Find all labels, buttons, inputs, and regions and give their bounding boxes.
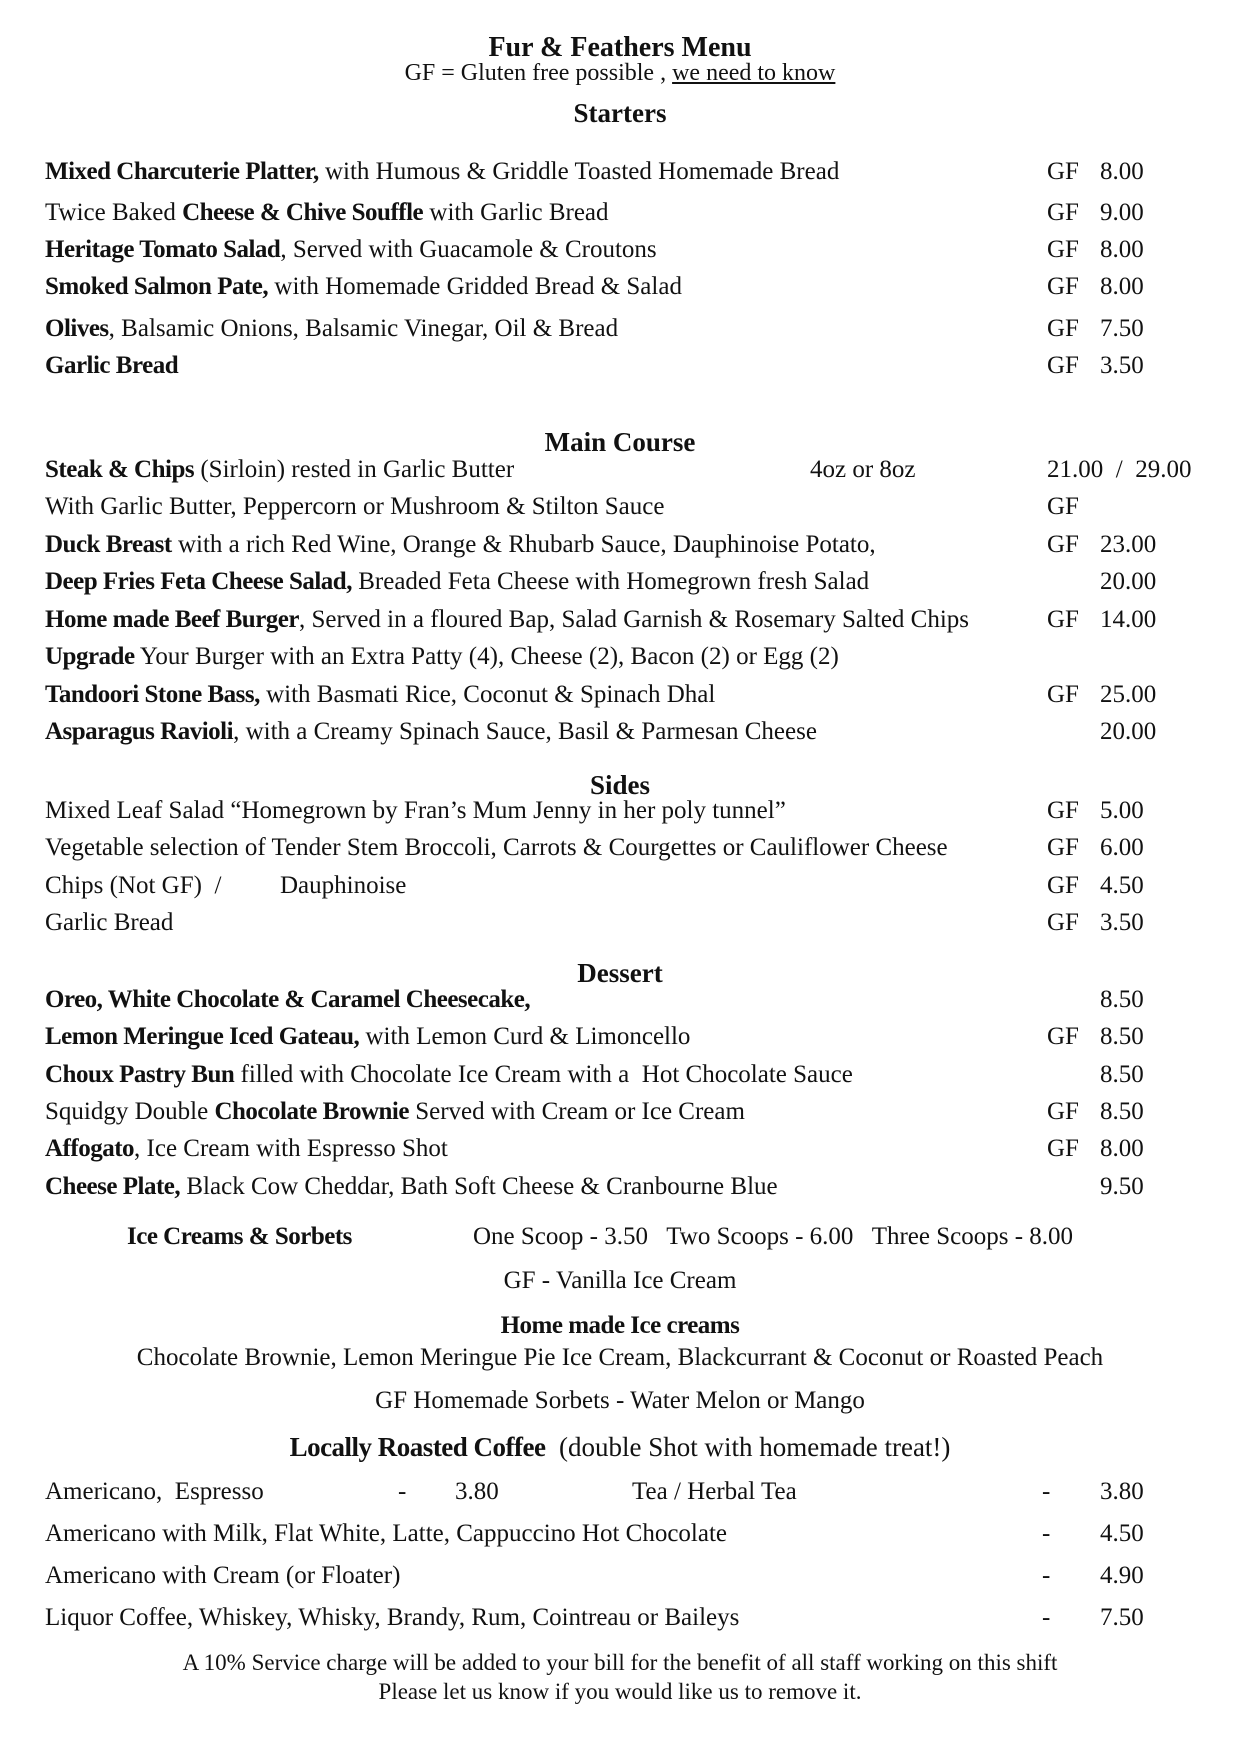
- menu-item: Duck Breast with a rich Red Wine, Orange & Rhubarb Sauce, Dauphinoise Potato,: [45, 531, 876, 558]
- price: 8.50: [1100, 986, 1144, 1013]
- menu-item: Steak & Chips (Sirloin) rested in Garlic Butter: [45, 456, 515, 483]
- price: 25.00: [1100, 681, 1157, 708]
- price: 8.00: [1100, 273, 1144, 300]
- menu-title: Fur & Feathers Menu: [488, 32, 752, 63]
- homemade-ice-creams-heading: Home made Ice creams: [500, 1312, 740, 1339]
- gf-marker: GF: [1047, 909, 1079, 936]
- coffee-dash: -: [1042, 1478, 1051, 1505]
- gf-marker: GF: [1047, 834, 1079, 861]
- side-item: Garlic Bread: [45, 909, 174, 936]
- price: 8.00: [1100, 236, 1144, 263]
- price: 14.00: [1100, 606, 1157, 633]
- price: 9.50: [1100, 1173, 1144, 1200]
- dessert-item: Lemon Meringue Iced Gateau, with Lemon Curd & Limoncello: [45, 1023, 691, 1050]
- homemade-ice-creams-list: Chocolate Brownie, Lemon Meringue Pie Ice Cream, Blackcurrant & Coconut or Roasted Peach: [136, 1344, 1104, 1371]
- price: 8.50: [1100, 1023, 1144, 1050]
- price: 8.00: [1100, 1135, 1144, 1162]
- dessert-item: Choux Pastry Bun filled with Chocolate Ice Cream with a Hot Chocolate Sauce: [45, 1061, 853, 1088]
- side-item: Chips (Not GF) /: [45, 872, 222, 899]
- menu-item: Tandoori Stone Bass, with Basmati Rice, Coconut & Spinach Dhal: [45, 681, 716, 708]
- menu-item: Home made Beef Burger, Served in a floured Bap, Salad Garnish & Rosemary Salted Chips: [45, 606, 970, 633]
- dessert-item: Cheese Plate, Black Cow Cheddar, Bath Soft Cheese & Cranbourne Blue: [45, 1173, 778, 1200]
- price: 3.80: [455, 1478, 499, 1505]
- starters-heading: Starters: [573, 98, 667, 128]
- price: 4.90: [1100, 1562, 1144, 1589]
- ice-cream-prices: One Scoop - 3.50 Two Scoops - 6.00 Three Scoops - 8.00: [473, 1223, 1074, 1250]
- side-item: Mixed Leaf Salad “Homegrown by Fran’s Mum Jenny in her poly tunnel”: [45, 797, 786, 824]
- gf-marker: GF: [1047, 1023, 1079, 1050]
- menu-item: Olives, Balsamic Onions, Balsamic Vinegar, Oil & Bread: [45, 315, 619, 342]
- coffee-item: Americano with Cream (or Floater): [45, 1562, 401, 1589]
- gf-marker: GF: [1047, 681, 1079, 708]
- gf-marker: GF: [1047, 199, 1079, 226]
- price: 8.50: [1100, 1098, 1144, 1125]
- gf-note-text: GF = Gluten free possible ,: [404, 60, 667, 86]
- menu-item: Asparagus Ravioli, with a Creamy Spinach Sauce, Basil & Parmesan Cheese: [45, 718, 817, 745]
- gf-marker: GF: [1047, 493, 1079, 520]
- side-item-dauphinoise: Dauphinoise: [280, 872, 407, 899]
- side-item: Vegetable selection of Tender Stem Broccoli, Carrots & Courgettes or Cauliflower Cheese: [45, 834, 948, 861]
- gf-marker: GF: [1047, 1098, 1079, 1125]
- coffee-item: Liquor Coffee, Whiskey, Whisky, Brandy, Rum, Cointreau or Baileys: [45, 1604, 740, 1631]
- gf-marker: GF: [1047, 1135, 1079, 1162]
- coffee-heading: Locally Roasted Coffee (double Shot with homemade treat!): [289, 1432, 951, 1462]
- price: 3.50: [1100, 352, 1144, 379]
- price: 8.00: [1100, 158, 1144, 185]
- price: 8.50: [1100, 1061, 1144, 1088]
- gf-marker: GF: [1047, 531, 1079, 558]
- menu-item: Heritage Tomato Salad, Served with Guacamole & Croutons: [45, 236, 657, 263]
- gf-marker: GF: [1047, 273, 1079, 300]
- menu-item: Upgrade Your Burger with an Extra Patty (4), Cheese (2), Bacon (2) or Egg (2): [45, 643, 839, 670]
- coffee-item: Tea / Herbal Tea: [632, 1478, 797, 1505]
- gf-note-link: we need to know: [672, 60, 836, 86]
- sides-heading: Sides: [589, 770, 651, 800]
- price: 7.50: [1100, 315, 1144, 342]
- coffee-item: Americano, Espresso: [45, 1478, 264, 1505]
- gf-marker: GF: [1047, 352, 1079, 379]
- gf-marker: GF: [1047, 158, 1079, 185]
- dessert-item: Affogato, Ice Cream with Espresso Shot: [45, 1135, 448, 1162]
- menu-item: Smoked Salmon Pate, with Homemade Gridded Bread & Salad: [45, 273, 682, 300]
- steak-size: 4oz or 8oz: [810, 456, 916, 483]
- price: 6.00: [1100, 834, 1144, 861]
- price: 9.00: [1100, 199, 1144, 226]
- price: 3.80: [1100, 1478, 1144, 1505]
- price: 4.50: [1100, 1520, 1144, 1547]
- service-charge-removal-note: Please let us know if you would like us to remove it.: [378, 1679, 862, 1704]
- gf-note: [0, 60, 1240, 87]
- price: 4.50: [1100, 872, 1144, 899]
- service-charge-note: A 10% Service charge will be added to your bill for the benefit of all staff working on this shift: [182, 1650, 1058, 1675]
- coffee-dash: -: [398, 1478, 407, 1505]
- price: 21.00 / 29.00: [1047, 456, 1192, 483]
- price: 5.00: [1100, 797, 1144, 824]
- menu-item: With Garlic Butter, Peppercorn or Mushroom & Stilton Sauce: [45, 493, 665, 520]
- coffee-dash: -: [1042, 1604, 1051, 1631]
- coffee-dash: -: [1042, 1562, 1051, 1589]
- main-course-heading: Main Course: [544, 427, 696, 457]
- gf-marker: GF: [1047, 315, 1079, 342]
- homemade-sorbets: GF Homemade Sorbets - Water Melon or Mango: [375, 1387, 865, 1414]
- gf-vanilla: GF - Vanilla Ice Cream: [503, 1267, 737, 1294]
- dessert-heading: Dessert: [577, 958, 663, 988]
- gf-marker: GF: [1047, 236, 1079, 263]
- menu-item: Garlic Bread: [45, 352, 179, 379]
- coffee-dash: -: [1042, 1520, 1051, 1547]
- coffee-item: Americano with Milk, Flat White, Latte, Cappuccino Hot Chocolate: [45, 1520, 728, 1547]
- price: 7.50: [1100, 1604, 1144, 1631]
- menu-item: Deep Fries Feta Cheese Salad, Breaded Feta Cheese with Homegrown fresh Salad: [45, 568, 870, 595]
- dessert-item: Oreo, White Chocolate & Caramel Cheesecake,: [45, 986, 531, 1013]
- price: 20.00: [1100, 568, 1157, 595]
- menu-item: Twice Baked Cheese & Chive Souffle with Garlic Bread: [45, 199, 609, 226]
- gf-marker: GF: [1047, 797, 1079, 824]
- ice-creams-label: Ice Creams & Sorbets: [127, 1223, 352, 1250]
- dessert-item: Squidgy Double Chocolate Brownie Served with Cream or Ice Cream: [45, 1098, 745, 1125]
- price: 3.50: [1100, 909, 1144, 936]
- menu-item: Mixed Charcuterie Platter, with Humous & Griddle Toasted Homemade Bread: [45, 158, 840, 185]
- price: 23.00: [1100, 531, 1157, 558]
- gf-marker: GF: [1047, 606, 1079, 633]
- gf-marker: GF: [1047, 872, 1079, 899]
- price: 20.00: [1100, 718, 1157, 745]
